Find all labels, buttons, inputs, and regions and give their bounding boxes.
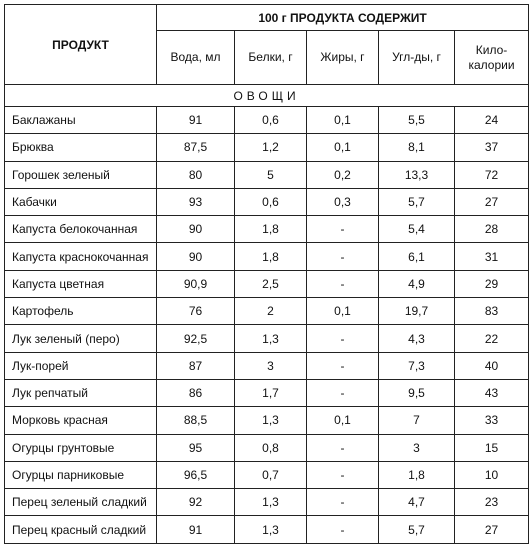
carbs-cell: 19,7	[379, 298, 455, 325]
product-name-cell: Капуста цветная	[5, 270, 157, 297]
product-name-cell: Капуста белокочанная	[5, 216, 157, 243]
protein-cell: 1,8	[235, 216, 307, 243]
fat-cell: -	[307, 325, 379, 352]
product-name-cell: Брюква	[5, 134, 157, 161]
protein-cell: 3	[235, 352, 307, 379]
table-row	[5, 379, 529, 406]
table-row	[5, 134, 529, 161]
kcal-cell: 43	[455, 379, 529, 406]
fat-cell: 0,1	[307, 134, 379, 161]
kcal-cell: 27	[455, 516, 529, 543]
protein-cell: 1,3	[235, 489, 307, 516]
kcal-cell: 29	[455, 270, 529, 297]
product-name-cell: Огурцы грунтовые	[5, 434, 157, 461]
water-cell: 92,5	[157, 325, 235, 352]
fat-cell: -	[307, 461, 379, 488]
table-row	[5, 407, 529, 434]
protein-column-header: Белки, г	[235, 31, 307, 85]
protein-cell: 1,3	[235, 516, 307, 543]
kcal-cell: 33	[455, 407, 529, 434]
product-name-cell: Горошек зеленый	[5, 161, 157, 188]
fat-cell: 0,3	[307, 188, 379, 215]
table-row	[5, 161, 529, 188]
table-row	[5, 298, 529, 325]
nutrition-table	[4, 4, 529, 544]
carbs-cell: 4,7	[379, 489, 455, 516]
table-body	[5, 85, 529, 544]
fat-cell: -	[307, 516, 379, 543]
water-cell: 95	[157, 434, 235, 461]
carbs-cell: 4,3	[379, 325, 455, 352]
water-cell: 87	[157, 352, 235, 379]
nutrition-table-container	[4, 4, 529, 544]
carbs-cell: 9,5	[379, 379, 455, 406]
table-row	[5, 325, 529, 352]
carbs-cell: 7	[379, 407, 455, 434]
kcal-cell: 37	[455, 134, 529, 161]
protein-cell: 1,8	[235, 243, 307, 270]
fat-cell: -	[307, 379, 379, 406]
kcal-cell: 83	[455, 298, 529, 325]
product-name-cell: Перец красный сладкий	[5, 516, 157, 543]
kcal-cell: 40	[455, 352, 529, 379]
product-column-header: ПРОДУКТ	[5, 5, 157, 85]
fat-cell: -	[307, 216, 379, 243]
kcal-cell: 15	[455, 434, 529, 461]
table-row	[5, 489, 529, 516]
carbs-cell: 13,3	[379, 161, 455, 188]
carbs-cell: 3	[379, 434, 455, 461]
content-group-header: 100 г ПРОДУКТА СОДЕРЖИТ	[157, 5, 529, 31]
product-name-cell: Кабачки	[5, 188, 157, 215]
water-cell: 91	[157, 516, 235, 543]
kcal-cell: 72	[455, 161, 529, 188]
fat-cell: -	[307, 243, 379, 270]
water-column-header: Вода, мл	[157, 31, 235, 85]
fat-cell: 0,1	[307, 407, 379, 434]
product-name-cell: Картофель	[5, 298, 157, 325]
fat-cell: -	[307, 434, 379, 461]
kcal-cell: 31	[455, 243, 529, 270]
table-row	[5, 216, 529, 243]
carbs-cell: 8,1	[379, 134, 455, 161]
table-row	[5, 434, 529, 461]
table-row	[5, 461, 529, 488]
protein-cell: 2,5	[235, 270, 307, 297]
protein-cell: 0,6	[235, 107, 307, 134]
carbs-cell: 5,7	[379, 516, 455, 543]
water-cell: 91	[157, 107, 235, 134]
product-name-cell: Лук зеленый (перо)	[5, 325, 157, 352]
water-cell: 96,5	[157, 461, 235, 488]
kcal-cell: 27	[455, 188, 529, 215]
water-cell: 92	[157, 489, 235, 516]
protein-cell: 0,6	[235, 188, 307, 215]
kcal-column-header: Кило- калории	[455, 31, 529, 85]
water-cell: 90	[157, 243, 235, 270]
water-cell: 86	[157, 379, 235, 406]
carbs-column-header: Угл-ды, г	[379, 31, 455, 85]
water-cell: 93	[157, 188, 235, 215]
carbs-cell: 5,4	[379, 216, 455, 243]
table-row	[5, 352, 529, 379]
water-cell: 90	[157, 216, 235, 243]
protein-cell: 1,2	[235, 134, 307, 161]
product-name-cell: Капуста краснокочанная	[5, 243, 157, 270]
section-title: ОВОЩИ	[5, 85, 529, 107]
product-name-cell: Перец зеленый сладкий	[5, 489, 157, 516]
fat-cell: -	[307, 489, 379, 516]
fat-cell: 0,1	[307, 298, 379, 325]
carbs-cell: 6,1	[379, 243, 455, 270]
product-name-cell: Лук репчатый	[5, 379, 157, 406]
table-row	[5, 107, 529, 134]
carbs-cell: 7,3	[379, 352, 455, 379]
fat-cell: -	[307, 352, 379, 379]
protein-cell: 0,8	[235, 434, 307, 461]
product-name-cell: Баклажаны	[5, 107, 157, 134]
table-row	[5, 188, 529, 215]
product-name-cell: Лук-порей	[5, 352, 157, 379]
fat-cell: -	[307, 270, 379, 297]
product-name-cell: Огурцы парниковые	[5, 461, 157, 488]
carbs-cell: 1,8	[379, 461, 455, 488]
protein-cell: 1,7	[235, 379, 307, 406]
protein-cell: 5	[235, 161, 307, 188]
table-row	[5, 270, 529, 297]
water-cell: 80	[157, 161, 235, 188]
fat-cell: 0,1	[307, 107, 379, 134]
fat-cell: 0,2	[307, 161, 379, 188]
product-name-cell: Морковь красная	[5, 407, 157, 434]
carbs-cell: 5,5	[379, 107, 455, 134]
kcal-cell: 22	[455, 325, 529, 352]
section-row	[5, 85, 529, 107]
protein-cell: 1,3	[235, 407, 307, 434]
table-header	[5, 5, 529, 85]
protein-cell: 1,3	[235, 325, 307, 352]
carbs-cell: 5,7	[379, 188, 455, 215]
carbs-cell: 4,9	[379, 270, 455, 297]
water-cell: 90,9	[157, 270, 235, 297]
water-cell: 88,5	[157, 407, 235, 434]
kcal-cell: 10	[455, 461, 529, 488]
water-cell: 87,5	[157, 134, 235, 161]
kcal-cell: 24	[455, 107, 529, 134]
table-row	[5, 243, 529, 270]
protein-cell: 2	[235, 298, 307, 325]
kcal-cell: 23	[455, 489, 529, 516]
kcal-cell: 28	[455, 216, 529, 243]
table-row	[5, 516, 529, 543]
protein-cell: 0,7	[235, 461, 307, 488]
fat-column-header: Жиры, г	[307, 31, 379, 85]
water-cell: 76	[157, 298, 235, 325]
